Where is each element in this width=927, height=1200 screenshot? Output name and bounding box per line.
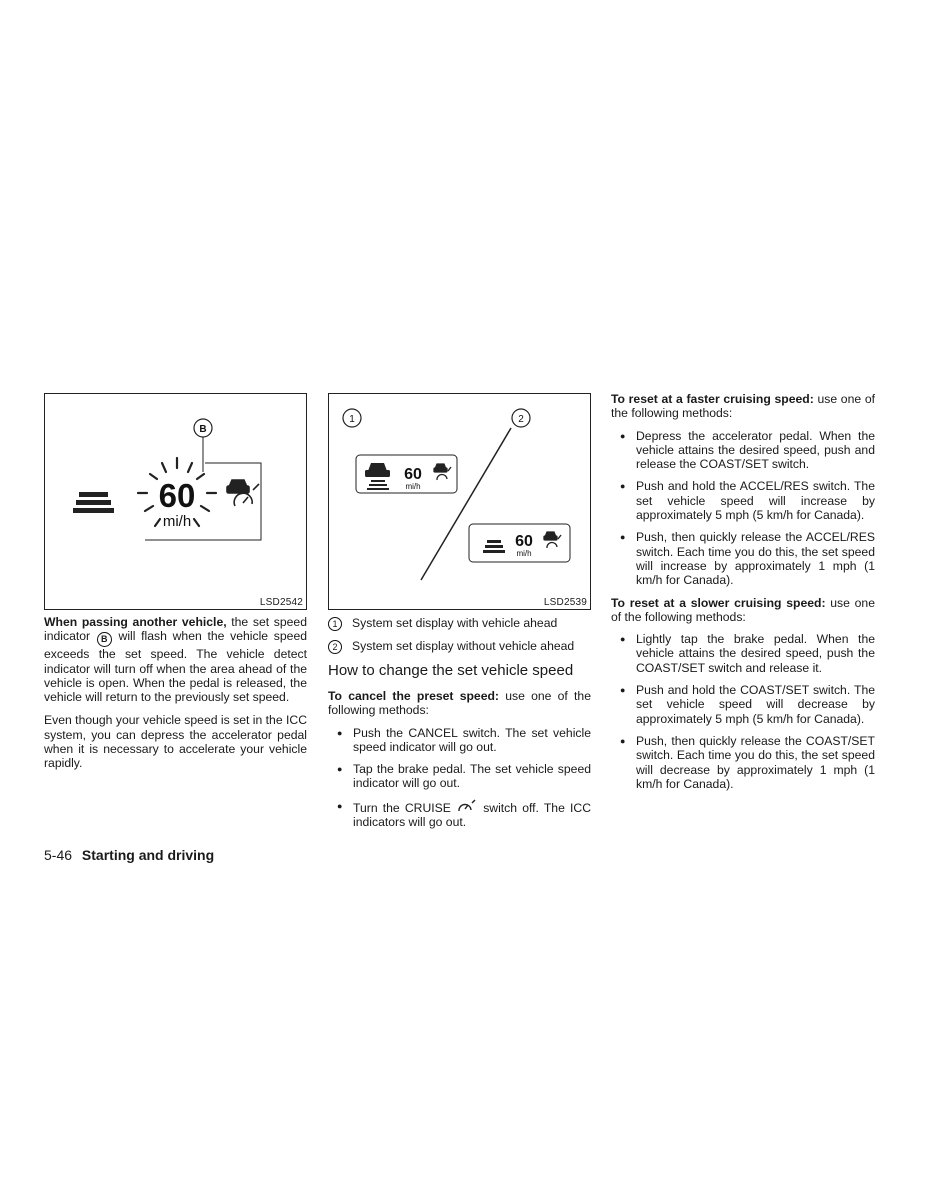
list-item: ● Tap the brake pedal. The set vehicle speed indicator will go out.	[328, 762, 591, 791]
paragraph-text: will flash when the vehicle speed exceeds the set speed. The vehicle detect indicator will turn off when the area ahead of the vehicle is open. When the pedal is released, the vehicle will return to the previously set speed.	[44, 629, 307, 705]
page-number: 5-46	[44, 847, 73, 863]
list-item: ● Push, then quickly release the COAST/SET switch. Each time you do this, the set speed will decrease by approximately 1 mph (1 km/h for Canada).	[611, 734, 875, 791]
cruise-switch-icon	[456, 799, 478, 813]
paragraph-passing-vehicle	[44, 615, 307, 704]
list-item-text: Turn the CRUISE	[353, 800, 457, 815]
cancel-methods-list	[328, 726, 591, 830]
callout-number: 1	[328, 617, 342, 631]
set-speed-indicator-illustration	[45, 394, 306, 609]
section-title: Starting and driving	[81, 847, 215, 863]
list-item: ● Push, then quickly release the ACCEL/RES switch. Each time you do this, the set speed will increase by approximately 1 mph (1 km/h for Canada).	[611, 530, 875, 587]
paragraph-text: use one of the following methods:	[611, 595, 875, 624]
paragraph-lead: To cancel the preset speed:	[328, 689, 499, 703]
paragraph-lead: When passing another vehicle,	[44, 615, 227, 629]
figure-code: LSD2539	[543, 597, 587, 608]
paragraph-lead: To reset at a slower cruising speed:	[611, 595, 826, 610]
figure-code: LSD2542	[259, 597, 303, 608]
list-item: ● Depress the accelerator pedal. When the vehicle attains the desired speed, push and release the COAST/SET switch.	[611, 429, 875, 472]
display1-unit: mi/h	[405, 482, 421, 491]
paragraph-accelerate: Even though your vehicle speed is set in the ICC system, you can depress the accelerator pedal when it is necessary to accelerate your vehicle rapidly.	[44, 713, 307, 771]
figure-set-speed-flash	[44, 393, 307, 610]
callout-1-label: 1	[349, 414, 355, 425]
list-item	[328, 799, 591, 830]
callout-text: System set display without vehicle ahead	[352, 639, 575, 653]
paragraph-cancel	[328, 689, 591, 718]
paragraph-text: use one of the following methods:	[611, 392, 875, 421]
list-item: ● Lightly tap the brake pedal. When the vehicle attains the desired speed, push the COAST/SET switch and release it.	[611, 632, 875, 675]
list-item-text: switch off. The ICC indicators will go out.	[353, 800, 591, 830]
slower-methods-list	[611, 632, 875, 791]
display2-unit: mi/h	[516, 549, 532, 558]
callout-b-label: B	[199, 424, 207, 435]
set-speed-value: 60	[158, 477, 196, 514]
paragraph-slower	[611, 596, 875, 625]
callout-b-inline: B	[97, 632, 112, 647]
paragraph-faster	[611, 392, 875, 421]
callout-list-item-2	[328, 639, 591, 654]
display1-speed: 60	[404, 466, 422, 483]
callout-number: 2	[328, 640, 342, 654]
list-item: ● Push and hold the ACCEL/RES switch. The set vehicle speed will increase by approximately 5 mph (5 km/h for Canada).	[611, 479, 875, 522]
paragraph-text: use one of the following methods:	[328, 689, 591, 718]
section-heading: How to change the set vehicle speed	[328, 662, 574, 679]
page-footer	[44, 847, 214, 863]
figure-system-set-display	[328, 393, 591, 610]
vehicle-detect-icon	[227, 480, 259, 506]
paragraph-lead: To reset at a faster cruising speed:	[611, 392, 814, 406]
column-left	[44, 393, 307, 771]
column-middle	[328, 393, 591, 837]
callout-text: System set display with vehicle ahead	[352, 616, 558, 630]
column-right	[611, 392, 875, 799]
callout-2-label: 2	[518, 414, 524, 425]
system-set-display-illustration	[329, 394, 590, 609]
callout-list-item-1	[328, 616, 591, 631]
set-speed-unit: mi/h	[162, 513, 192, 530]
lane-bars-icon	[73, 492, 114, 513]
paragraph-text: the set speed indicator	[44, 615, 307, 644]
list-item: ● Push and hold the COAST/SET switch. The set vehicle speed will decrease by approximately 5 mph (5 km/h for Canada).	[611, 683, 875, 726]
list-item: ● Push the CANCEL switch. The set vehicle speed indicator will go out.	[328, 726, 591, 755]
faster-methods-list	[611, 429, 875, 588]
display2-speed: 60	[515, 533, 533, 550]
